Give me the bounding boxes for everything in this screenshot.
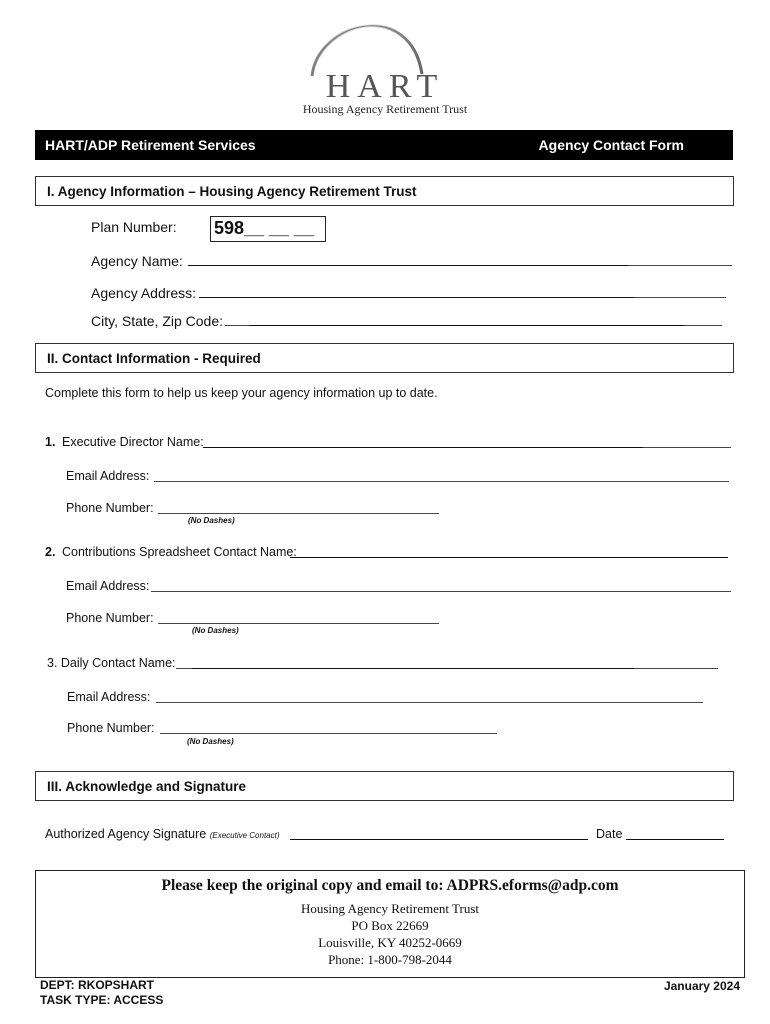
contact-2-phone-label: Phone Number: bbox=[66, 611, 154, 625]
contact-3-email-label: Email Address: bbox=[67, 690, 151, 704]
daily-contact-field-lead bbox=[176, 668, 192, 669]
section-2-header bbox=[35, 343, 734, 373]
contact-3-phone-field[interactable] bbox=[160, 733, 497, 734]
contact-1-email-field[interactable] bbox=[154, 481, 729, 482]
city-state-zip-field[interactable] bbox=[249, 325, 684, 326]
date-label: Date bbox=[596, 827, 623, 841]
plan-number-label: Plan Number: bbox=[91, 219, 177, 235]
agency-name-field-ext bbox=[628, 265, 732, 266]
contact-3-email-field[interactable] bbox=[156, 702, 703, 703]
agency-name-field[interactable] bbox=[188, 265, 628, 266]
daily-contact-label: 3. Daily Contact Name: bbox=[47, 656, 176, 670]
daily-contact-field-ext bbox=[634, 668, 718, 669]
city-field-ext bbox=[684, 325, 722, 326]
section-2-title: II. Contact Information - Required bbox=[47, 351, 261, 366]
section-2-intro: Complete this form to help us keep your agency information up to date. bbox=[45, 386, 438, 400]
contact-2-number: 2. bbox=[45, 545, 56, 559]
footer-dept: DEPT: RKOPSHART bbox=[40, 978, 155, 992]
agency-address-field[interactable] bbox=[199, 297, 634, 298]
agency-address-label: Agency Address: bbox=[91, 285, 197, 301]
footer-task-type: TASK TYPE: ACCESS bbox=[40, 993, 164, 1007]
agency-name-label: Agency Name: bbox=[91, 253, 183, 269]
contact-2-email-label: Email Address: bbox=[66, 579, 150, 593]
agency-address-field-ext bbox=[634, 297, 726, 298]
header-right-title: Agency Contact Form bbox=[538, 137, 684, 153]
signature-note: (Executive Contact) bbox=[209, 831, 280, 840]
executive-director-field[interactable] bbox=[203, 447, 643, 448]
mailing-po-box: PO Box 22669 bbox=[351, 918, 429, 933]
header-bar bbox=[35, 130, 733, 160]
section-1-title: I. Agency Information – Housing Agency Retirement Trust bbox=[47, 184, 417, 199]
contact-2-no-dashes: (No Dashes) bbox=[192, 626, 239, 635]
executive-director-field-ext bbox=[643, 447, 731, 448]
date-field[interactable] bbox=[626, 839, 724, 840]
contact-1-number: 1. bbox=[45, 435, 56, 449]
signature-field[interactable] bbox=[290, 839, 588, 840]
logo-wordmark: HART bbox=[325, 68, 445, 105]
plan-number-value: 598__ __ __ bbox=[214, 218, 315, 238]
contact-2-email-field[interactable] bbox=[151, 591, 731, 592]
contact-1-phone-label: Phone Number: bbox=[66, 501, 154, 515]
city-field-lead bbox=[225, 325, 249, 326]
signature-label-text: Authorized Agency Signature bbox=[45, 827, 207, 841]
mailing-phone: Phone: 1-800-798-2044 bbox=[328, 952, 452, 967]
signature-label bbox=[45, 827, 280, 841]
section-3-title: III. Acknowledge and Signature bbox=[47, 779, 247, 794]
spreadsheet-contact-label: Contributions Spreadsheet Contact Name: bbox=[62, 545, 297, 559]
executive-director-label: Executive Director Name: bbox=[62, 435, 204, 449]
contact-1-no-dashes: (No Dashes) bbox=[188, 516, 235, 525]
logo-subtitle: Housing Agency Retirement Trust bbox=[302, 102, 468, 116]
plan-number-field[interactable] bbox=[210, 216, 326, 242]
section-1-header bbox=[35, 176, 734, 206]
mailing-instructions: Please keep the original copy and email to: ADPRS.eforms@adp.com bbox=[161, 877, 619, 894]
section-3-header bbox=[35, 771, 734, 801]
contact-1-email-label: Email Address: bbox=[66, 469, 150, 483]
header-left-title: HART/ADP Retirement Services bbox=[45, 137, 256, 153]
mailing-info-box bbox=[35, 870, 745, 978]
mailing-city: Louisville, KY 40252-0669 bbox=[318, 935, 462, 950]
daily-contact-field[interactable] bbox=[192, 668, 634, 669]
contact-1-phone-field[interactable] bbox=[158, 513, 439, 514]
city-state-zip-label: City, State, Zip Code: bbox=[91, 313, 224, 329]
footer-date: January 2024 bbox=[663, 979, 740, 993]
mailing-name: Housing Agency Retirement Trust bbox=[300, 901, 480, 916]
spreadsheet-contact-field[interactable] bbox=[290, 557, 728, 558]
contact-2-phone-field[interactable] bbox=[158, 623, 439, 624]
contact-3-phone-label: Phone Number: bbox=[67, 721, 155, 735]
contact-3-no-dashes: (No Dashes) bbox=[187, 737, 234, 746]
